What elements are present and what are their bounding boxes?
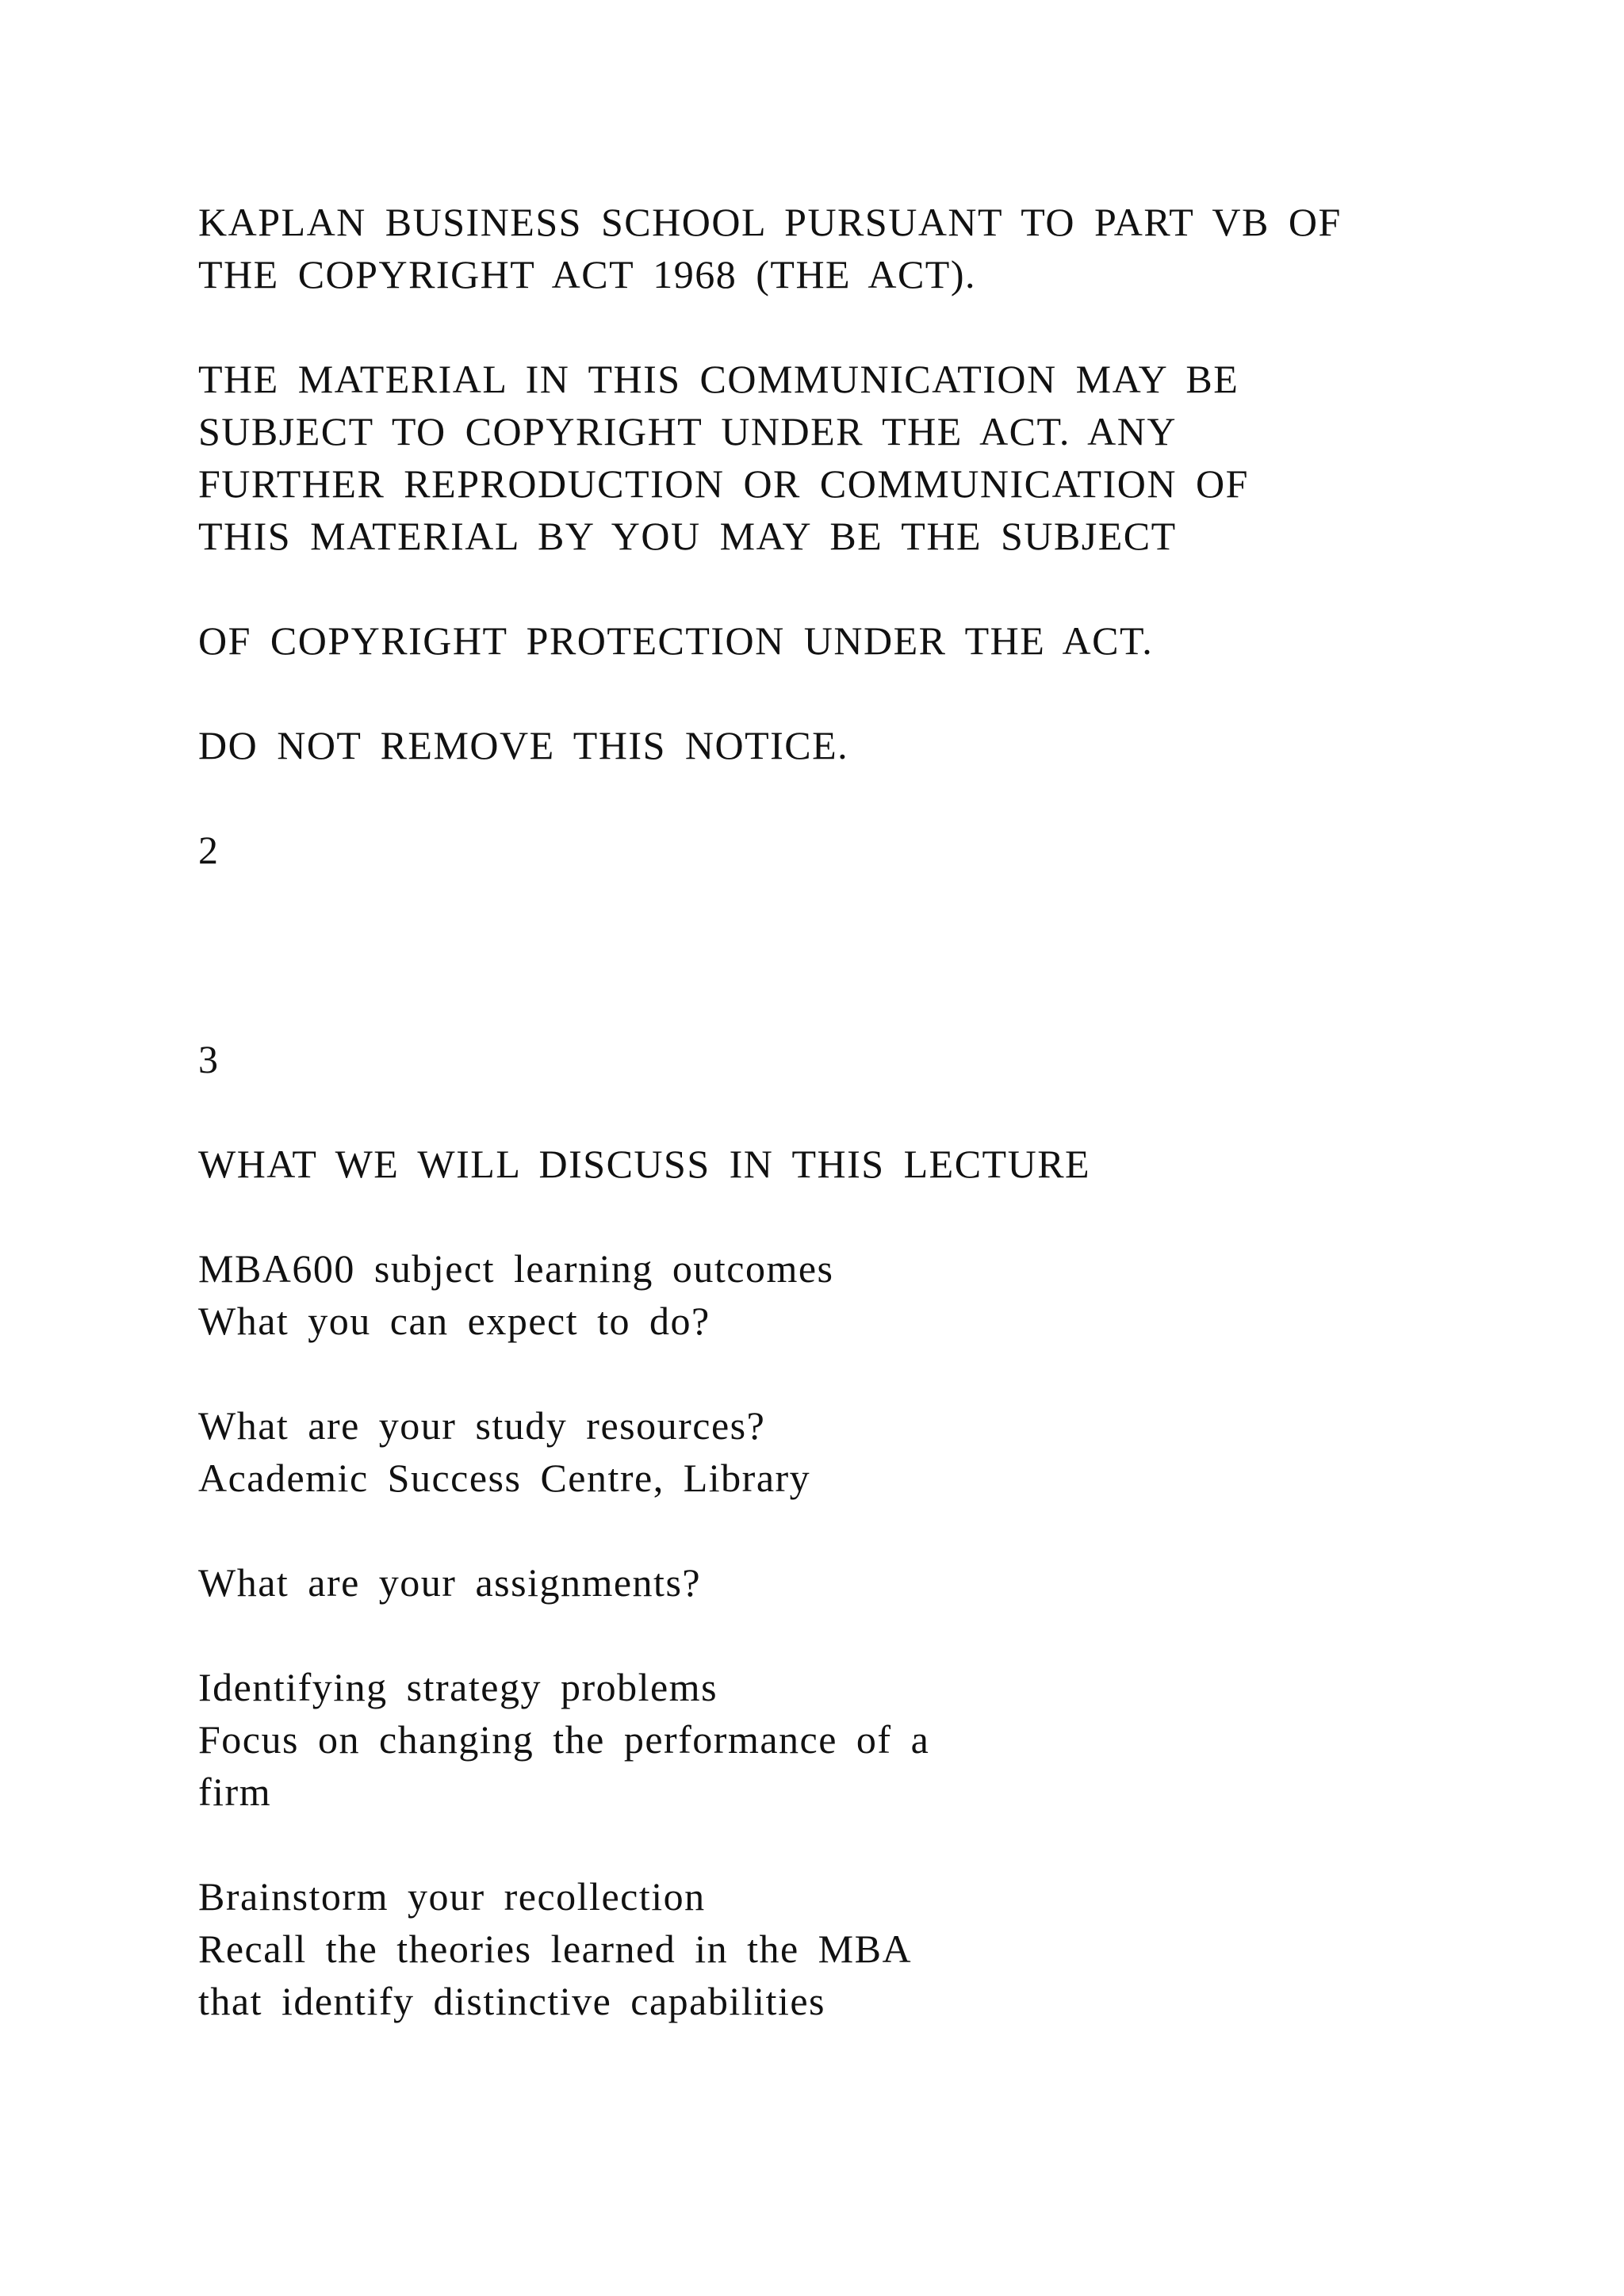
copyright-notice-line-1: KAPLAN BUSINESS SCHOOL PURSUANT TO PART VB OF [198,200,1342,244]
page-number-2: 2 [198,828,220,872]
assignments-line-1: What are your assignments? [198,1560,702,1605]
strategy-line-3: firm [198,1770,272,1814]
outcomes-line-1: MBA600 subject learning outcomes [198,1246,834,1291]
strategy-line-2: Focus on changing the performance of a [198,1717,930,1762]
copyright-protection-line: OF COPYRIGHT PROTECTION UNDER THE ACT. [198,618,1154,663]
brainstorm-line-2: Recall the theories learned in the MBA [198,1927,913,1971]
copyright-warning-line-2: SUBJECT TO COPYRIGHT UNDER THE ACT. ANY [198,409,1177,453]
resources-line-1: What are your study resources? [198,1403,766,1448]
outcomes-line-2: What you can expect to do? [198,1299,710,1343]
brainstorm-line-3: that identify distinctive capabilities [198,1979,825,2023]
lecture-heading: WHAT WE WILL DISCUSS IN THIS LECTURE [198,1142,1091,1186]
copyright-notice-line-2: THE COPYRIGHT ACT 1968 (THE ACT). [198,252,976,297]
page-number-3: 3 [198,1037,220,1081]
copyright-warning-line-1: THE MATERIAL IN THIS COMMUNICATION MAY BE [198,357,1239,401]
copyright-warning-line-4: THIS MATERIAL BY YOU MAY BE THE SUBJECT [198,514,1177,558]
copyright-warning-line-3: FURTHER REPRODUCTION OR COMMUNICATION OF [198,461,1249,506]
resources-line-2: Academic Success Centre, Library [198,1456,811,1500]
do-not-remove-notice: DO NOT REMOVE THIS NOTICE. [198,723,849,767]
strategy-line-1: Identifying strategy problems [198,1665,718,1709]
brainstorm-line-1: Brainstorm your recollection [198,1874,706,1919]
